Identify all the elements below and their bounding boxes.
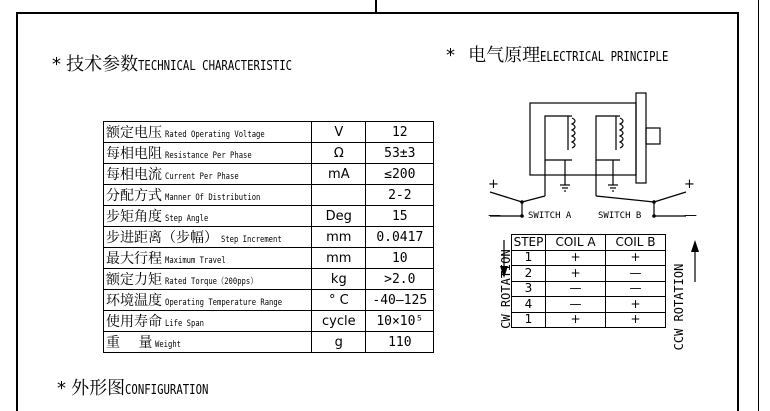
step-header-cell: COIL B bbox=[606, 235, 666, 251]
step-header-cell: STEP bbox=[512, 235, 546, 251]
step-cell: + bbox=[606, 312, 666, 328]
spec-name-cn: 重 量 bbox=[106, 335, 153, 351]
minus-right-label: — bbox=[684, 208, 697, 223]
step-cell: + bbox=[546, 266, 606, 282]
spec-unit-cell: mm bbox=[312, 248, 366, 269]
spec-value-cell: 110 bbox=[366, 332, 434, 353]
spec-name-cn: 步矩角度 bbox=[106, 209, 162, 225]
spec-name-cn: 使用寿命 bbox=[106, 314, 162, 330]
spec-unit-cell: V bbox=[312, 122, 366, 143]
ccw-rotation-label: CCW ROTATION bbox=[672, 263, 686, 351]
switch-b-blade bbox=[596, 196, 654, 202]
spec-unit-cell: kg bbox=[312, 269, 366, 290]
spec-name-cn: 每相电流 bbox=[106, 167, 162, 183]
spec-value-cell: >2.0 bbox=[366, 269, 434, 290]
spec-unit-cell: Ω bbox=[312, 143, 366, 164]
spec-value-cell: 15 bbox=[366, 206, 434, 227]
step-cell: — bbox=[546, 281, 606, 297]
spec-name-cn: 步进距离（步幅） bbox=[106, 230, 218, 246]
spec-value-cell: 0.0417 bbox=[366, 227, 434, 248]
motor-shaft bbox=[646, 128, 660, 144]
spec-name-cn: 额定电压 bbox=[106, 125, 162, 141]
step-cell: + bbox=[546, 250, 606, 266]
heading-electrical-en: ELECTRICAL PRINCIPLE bbox=[540, 50, 669, 65]
spec-unit-cell: ° C bbox=[312, 290, 366, 311]
spec-name-cn: 环境温度 bbox=[106, 293, 162, 309]
heading-bullet: * bbox=[52, 54, 61, 75]
heading-bullet: * bbox=[446, 45, 455, 66]
heading-configuration-en: CONFIGURATION bbox=[125, 383, 209, 398]
heading-configuration-cn: 外形图 bbox=[71, 378, 126, 399]
step-cell: + bbox=[546, 312, 606, 328]
spec-name-cn: 额定力矩 bbox=[106, 272, 162, 288]
step-row bbox=[512, 281, 666, 297]
spec-unit-cell: mA bbox=[312, 164, 366, 185]
switch-a-blade bbox=[522, 196, 545, 202]
spec-value-cell: 10×10⁵ bbox=[366, 311, 434, 332]
spec-name-en: Rated Operating Voltage bbox=[165, 130, 265, 140]
spec-name-en: Life Span bbox=[165, 319, 205, 329]
plus-right-label: + bbox=[684, 177, 695, 192]
switch-b-plus-wire bbox=[654, 192, 686, 202]
step-cell: 3 bbox=[512, 281, 546, 297]
plus-left-label: + bbox=[488, 177, 499, 192]
spec-unit-cell: Deg bbox=[312, 206, 366, 227]
cw-rotation-label: CW ROTATION bbox=[499, 249, 513, 329]
step-row bbox=[512, 297, 666, 313]
step-row bbox=[512, 312, 666, 328]
spec-name-en: Weight bbox=[155, 340, 182, 350]
step-cell: — bbox=[546, 297, 606, 313]
step-cell: — bbox=[606, 281, 666, 297]
heading-technical-cn: 技术参数 bbox=[66, 54, 139, 75]
spec-name-en: Step Increment bbox=[221, 235, 282, 245]
spec-unit-cell: mm bbox=[312, 227, 366, 248]
spec-value-cell: -40—125 bbox=[366, 290, 434, 311]
step-header-row bbox=[512, 235, 666, 251]
step-cell: + bbox=[606, 250, 666, 266]
motor-body bbox=[530, 103, 636, 175]
step-cell: 1 bbox=[512, 250, 546, 266]
spec-name-en: Rated Torque（200pps） bbox=[165, 277, 258, 287]
spec-unit-cell: g bbox=[312, 332, 366, 353]
step-cell: 4 bbox=[512, 297, 546, 313]
step-cell: — bbox=[606, 266, 666, 282]
minus-left-label: — bbox=[488, 208, 501, 223]
spec-name-cn: 最大行程 bbox=[106, 251, 162, 267]
heading-technical-en: TECHNICAL CHARACTERISTIC bbox=[138, 59, 293, 74]
spec-name-en: Maximum Travel bbox=[165, 256, 226, 266]
spec-unit-cell: cycle bbox=[312, 311, 366, 332]
heading-electrical-cn: 电气原理 bbox=[468, 45, 541, 66]
switch-b-label: SWITCH B bbox=[598, 211, 642, 221]
spec-value-cell: 10 bbox=[366, 248, 434, 269]
spec-name-cn: 分配方式 bbox=[106, 188, 162, 204]
step-sequence-table bbox=[511, 234, 666, 328]
spec-value-cell: 53±3 bbox=[366, 143, 434, 164]
step-header-cell: COIL A bbox=[546, 235, 606, 251]
spec-name-en: Current Per Phase bbox=[165, 172, 239, 182]
step-cell: + bbox=[606, 297, 666, 313]
spec-value-cell: ≤200 bbox=[366, 164, 434, 185]
motor-flange bbox=[636, 93, 646, 183]
step-row bbox=[512, 250, 666, 266]
heading-bullet: * bbox=[57, 378, 66, 399]
switch-a-label: SWITCH A bbox=[528, 211, 572, 221]
coil-b-winding bbox=[620, 118, 623, 148]
spec-name-en: Resistance Per Phase bbox=[165, 151, 252, 161]
step-row bbox=[512, 266, 666, 282]
coil-a-winding bbox=[572, 118, 575, 148]
spec-value-cell: 12 bbox=[366, 122, 434, 143]
spec-name-cn: 每相电阻 bbox=[106, 146, 162, 162]
spec-name-en: Step Angle bbox=[165, 214, 209, 224]
step-cell: 1 bbox=[512, 312, 546, 328]
spec-name-en: Manner Of Distribution bbox=[165, 193, 261, 203]
spec-value-cell: 2-2 bbox=[366, 185, 434, 206]
step-cell: 2 bbox=[512, 266, 546, 282]
spec-name-en: Operating Temperature Range bbox=[165, 298, 283, 308]
switch-a-plus-wire bbox=[490, 192, 522, 202]
